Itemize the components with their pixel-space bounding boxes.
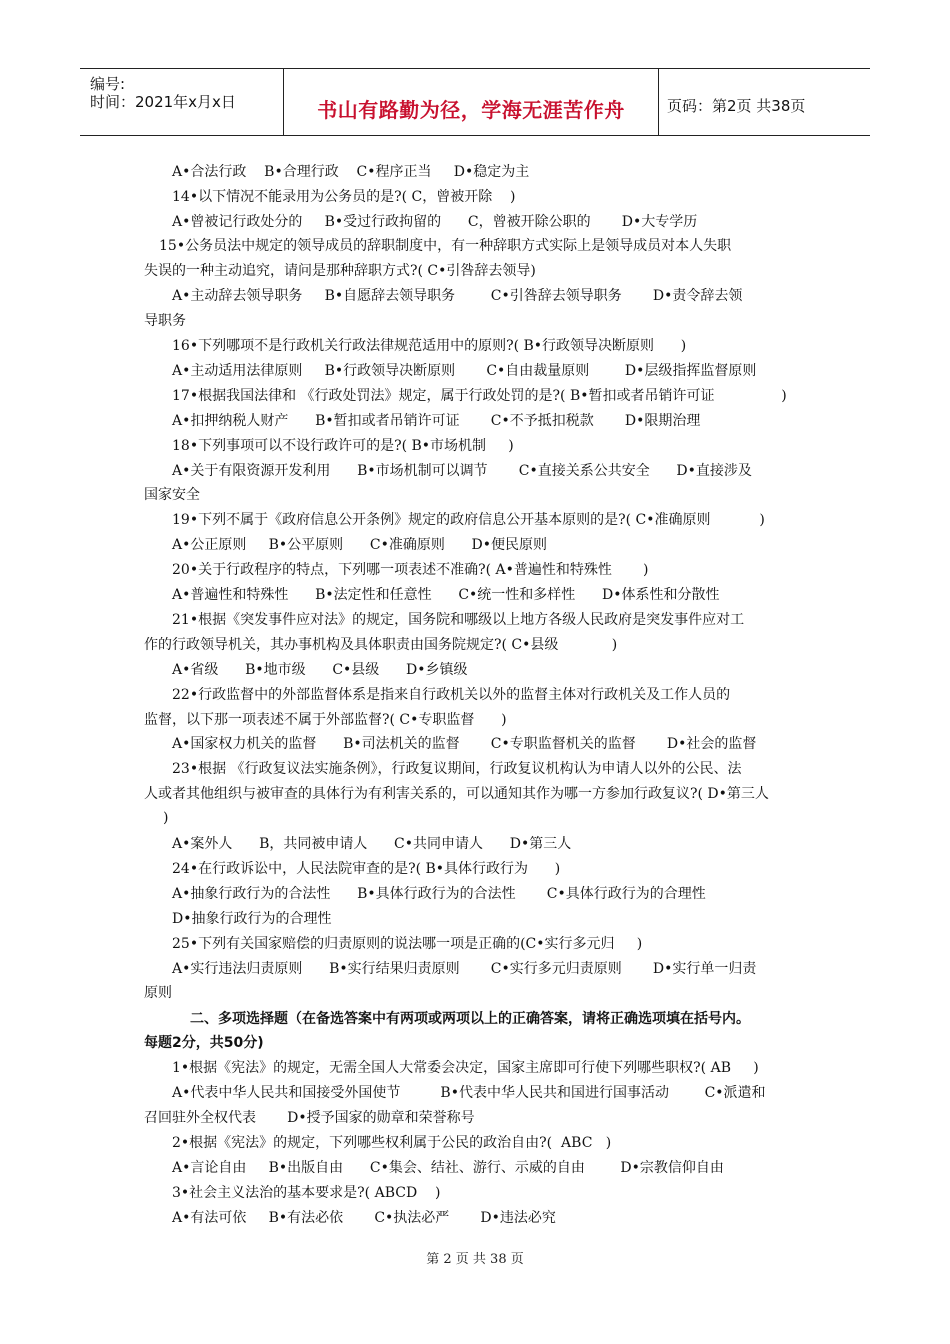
text-line: A•合法行政 B•合理行政 C•程序正当 D•稳定为主 <box>172 164 530 180</box>
text-line: A•扣押纳税人财产 B•暂扣或者吊销许可证 C•不予抵扣税款 D•限期治理 <box>172 413 701 429</box>
text-line: A•曾被记行政处分的 B•受过行政拘留的 C，曾被开除公职的 D•大专学历 <box>172 214 698 230</box>
text-line: ) <box>163 810 169 826</box>
page-footer: 第 2 页 共 38 页 <box>426 1252 524 1267</box>
text-line: 15•公务员法中规定的领导成员的辞职制度中，有一种辞职方式实际上是领导成员对本人失职 <box>159 238 732 254</box>
header-page-info: 页码：第2页 共38页 <box>667 97 806 115</box>
text-line: 17•根据我国法律和 《行政处罚法》规定，属于行政处罚的是?( B•暂扣或者吊销许可证 ) <box>172 388 787 404</box>
text-line: 20•关于行政程序的特点，下列哪一项表述不准确?( A•普遍性和特殊性 ) <box>172 562 649 578</box>
text-line: A•抽象行政行为的合法性 B•具体行政行为的合法性 C•具体行政行为的合理性 <box>172 886 706 902</box>
text-line: 召回驻外全权代表 D•授予国家的勋章和荣誉称号 <box>144 1110 475 1126</box>
text-line: 14•以下情况不能录用为公务员的是?( C，曾被开除 ) <box>172 189 516 205</box>
section-heading: 二、多项选择题（在备选答案中有两项或两项以上的正确答案，请将正确选项填在括号内。 <box>190 1011 750 1027</box>
text-line: A•普遍性和特殊性 B•法定性和任意性 C•统一性和多样性 D•体系性和分散性 <box>172 587 720 603</box>
text-line: 25•下列有关国家赔偿的归责原则的说法哪一项是正确的(C•实行多元归 ) <box>172 936 643 952</box>
text-line: 监督，以下那一项表述不属于外部监督?( C•专职监督 ) <box>144 712 507 728</box>
text-line: A•关于有限资源开发利用 B•市场机制可以调节 C•直接关系公共安全 D•直接涉及 <box>172 463 752 479</box>
text-line: 1•根据《宪法》的规定，无需全国人大常委会决定，国家主席即可行使下列哪些职权?( AB ) <box>172 1060 759 1076</box>
text-line: 3•社会主义法治的基本要求是?( ABCD ) <box>172 1185 441 1201</box>
text-line: D•抽象行政行为的合理性 <box>172 911 332 927</box>
text-line: A•言论自由 B•出版自由 C•集会、结社、游行、示威的自由 D•宗教信仰自由 <box>172 1160 724 1176</box>
text-line: A•案外人 B，共同被申请人 C•共同申请人 D•第三人 <box>172 836 572 852</box>
text-line: 21•根据《突发事件应对法》的规定，国务院和哪级以上地方各级人民政府是突发事件应对工 <box>172 612 745 628</box>
text-line: A•代表中华人民共和国接受外国使节 B•代表中华人民共和国进行国事活动 C•派遣和 <box>172 1085 766 1101</box>
text-line: A•省级 B•地市级 C•县级 D•乡镇级 <box>172 662 468 678</box>
text-line: A•有法可依 B•有法必依 C•执法必严 D•违法必究 <box>172 1210 556 1226</box>
text-line: 失误的一种主动追究，请问是那种辞职方式?( C•引咎辞去领导) <box>144 263 536 279</box>
document-date-label: 时间：2021年x月x日 <box>90 93 236 111</box>
text-line: 人或者其他组织与被审查的具体行为有利害关系的，可以通知其作为哪一方参加行政复议?( D•第三人 <box>144 786 769 802</box>
text-line: 作的行政领导机关，其办事机构及具体职责由国务院规定?( C•县级 ) <box>144 637 618 653</box>
text-line: 24•在行政诉讼中，人民法院审查的是?( B•具体行政行为 ) <box>172 861 561 877</box>
text-line: 原则 <box>144 985 172 1001</box>
text-line: A•主动适用法律原则 B•行政领导决断原则 C•自由裁量原则 D•层级指挥监督原则 <box>172 363 757 379</box>
text-line: 国家安全 <box>144 487 200 503</box>
text-line: 导职务 <box>144 313 186 329</box>
text-line: 23•根据 《行政复议法实施条例》，行政复议期间，行政复议机构认为申请人以外的公民、法 <box>172 761 742 777</box>
text-line: 2•根据《宪法》的规定，下列哪些权利属于公民的政治自由?( ABC ) <box>172 1135 612 1151</box>
text-line: 18•下列事项可以不设行政许可的是?( B•市场机制 ) <box>172 438 514 454</box>
text-line: A•国家权力机关的监督 B•司法机关的监督 C•专职监督机关的监督 D•社会的监督 <box>172 736 757 752</box>
text-line: A•公正原则 B•公平原则 C•准确原则 D•便民原则 <box>172 537 548 553</box>
text-line: 16•下列哪项不是行政机关行政法律规范适用中的原则?( B•行政领导决断原则 ) <box>172 338 687 354</box>
section-heading: 每题2分，共50分) <box>144 1035 264 1051</box>
document-number-label: 编号: <box>90 75 126 93</box>
text-line: A•主动辞去领导职务 B•自愿辞去领导职务 C•引咎辞去领导职务 D•责令辞去领 <box>172 288 743 304</box>
text-line: 19•下列不属于《政府信息公开条例》规定的政府信息公开基本原则的是?( C•准确原则 ) <box>172 512 765 528</box>
text-line: 22•行政监督中的外部监督体系是指来自行政机关以外的监督主体对行政机关及工作人员的 <box>172 687 731 703</box>
text-line: A•实行违法归责原则 B•实行结果归责原则 C•实行多元归责原则 D•实行单一归责 <box>172 961 757 977</box>
header-motto: 书山有路勤为径，学海无涯苦作舟 <box>317 98 625 122</box>
